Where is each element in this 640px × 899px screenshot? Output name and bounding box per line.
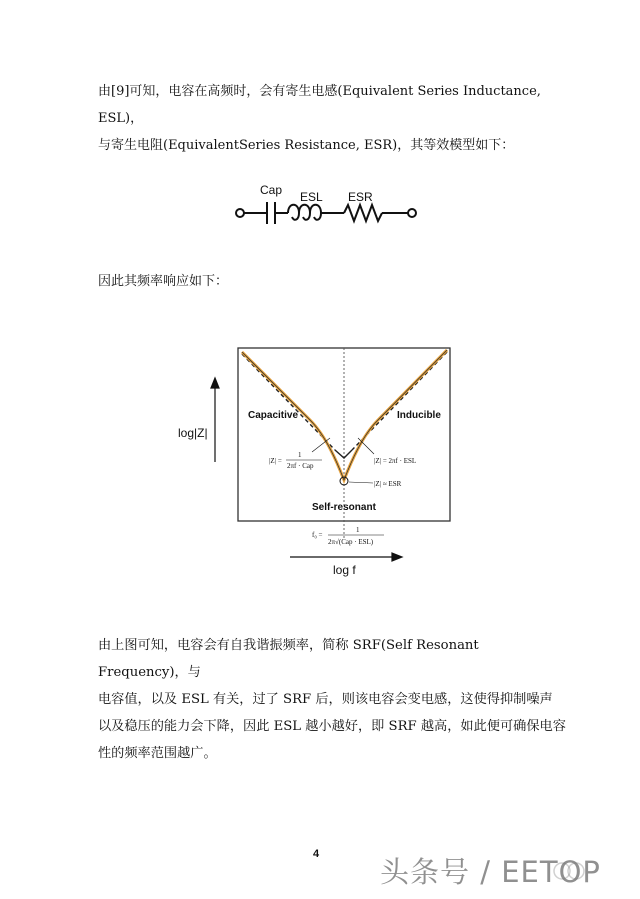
- intro-line-1: 由[9]可知，电容在高频时，会有寄生电感(Equivalent Series Inductance, ESL)，: [98, 84, 541, 126]
- circuit-wires: [236, 202, 416, 224]
- svg-text:|Z| =: |Z| =: [269, 457, 282, 465]
- svg-text:|Z| = 2πf · ESL: |Z| = 2πf · ESL: [374, 457, 417, 465]
- y-axis-arrow: [211, 378, 219, 462]
- frequency-response-figure: [160, 342, 480, 582]
- y-axis-label: log|Z|: [178, 426, 208, 440]
- page-number: 4: [313, 848, 320, 860]
- conclusion-line-3: 以及稳压的能力会下降，因此 ESL 越小越好，即 SRF 越高，如此便可确保电容: [98, 719, 566, 734]
- esr-label: ESR: [348, 190, 373, 204]
- svg-text:f₀ =: f₀ =: [312, 531, 323, 539]
- equivalent-circuit-diagram: [228, 172, 424, 242]
- resistor-zigzag: [344, 205, 382, 221]
- inductive-region-label: Inducible: [397, 410, 441, 421]
- svg-text:|Z| ≈ ESR: |Z| ≈ ESR: [374, 480, 402, 488]
- conclusion-line-4: 性的频率范围越广。: [98, 746, 217, 761]
- conclusion-paragraph: [98, 632, 568, 767]
- intro-paragraph: [98, 78, 568, 159]
- svg-text:2π√(Cap · ESL): 2π√(Cap · ESL): [328, 538, 374, 546]
- esl-label: ESL: [300, 190, 323, 204]
- x-axis-arrow: [290, 553, 402, 561]
- self-resonant-label: Self-resonant: [312, 502, 376, 513]
- response-intro: 因此其频率响应如下：: [98, 274, 229, 289]
- watermark-text: 头条号 / EETOP: [380, 855, 601, 889]
- capacitive-region-label: Capacitive: [248, 410, 299, 421]
- svg-text:2πf · Cap: 2πf · Cap: [287, 462, 314, 470]
- left-terminal: [236, 209, 244, 217]
- conclusion-line-1: 由上图可知，电容会有自我谐振频率，简称 SRF(Self Resonant Frequency)，与: [98, 638, 479, 680]
- right-terminal: [408, 209, 416, 217]
- inductor-coil: [288, 205, 321, 220]
- intro-line-2: 与寄生电阻(EquivalentSeries Resistance, ESR)，其等效模型如下：: [98, 138, 515, 153]
- svg-text:1: 1: [356, 526, 360, 534]
- cap-label: Cap: [260, 183, 283, 197]
- resonant-frequency-equation: [312, 526, 384, 546]
- x-axis-label: log f: [333, 563, 356, 577]
- conclusion-line-2: 电容值，以及 ESL 有关，过了 SRF 后，则该电容会变电感，这使得抑制噪声: [98, 692, 553, 707]
- svg-text:1: 1: [298, 451, 302, 459]
- watermark-logo-icon: [551, 860, 587, 882]
